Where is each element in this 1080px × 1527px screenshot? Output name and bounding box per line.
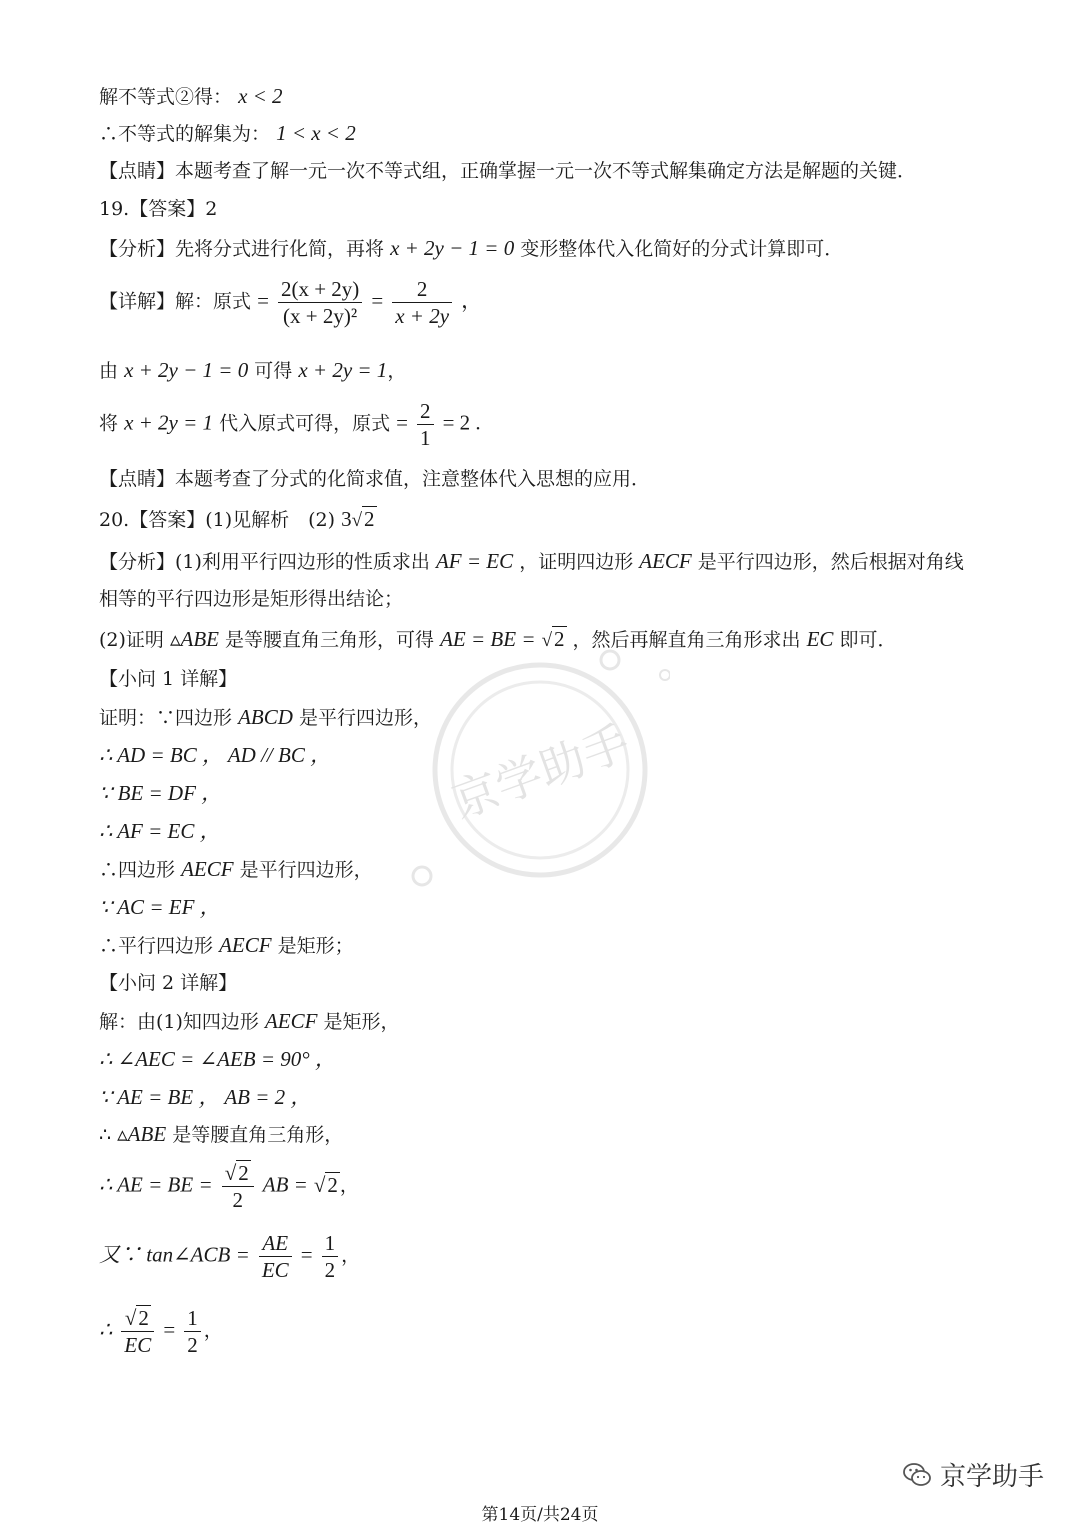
line-21: [99, 931, 354, 960]
line-24: ∴ ∠AEC = ∠AEB = 90° ，: [99, 1047, 336, 1071]
line-1: [99, 82, 283, 111]
denominator: 2: [324, 1258, 336, 1282]
numerator: [121, 1305, 154, 1332]
math: ∴: [99, 1317, 113, 1342]
text: ∴平行四边形: [99, 935, 214, 957]
text: 由: [99, 360, 119, 382]
line-19: [99, 855, 373, 884]
line-18: ∴ AF = EC ，: [99, 819, 221, 843]
page-number: 第14页/共24页: [481, 1505, 599, 1525]
line-3: [99, 157, 916, 185]
comma: ，: [339, 1174, 359, 1197]
text: 解：由(1)知四边形: [99, 1011, 259, 1033]
denominator: x + 2y: [395, 304, 450, 328]
line-25: ∵ AE = BE ， AB = 2 ，: [99, 1085, 312, 1109]
footer-brand: [902, 1456, 1044, 1493]
numerator: 2: [392, 276, 452, 303]
equals-sign: =: [396, 410, 408, 435]
line-17: ∵ BE = DF ，: [99, 781, 223, 805]
numerator: [222, 1160, 254, 1187]
math: x < 2: [238, 84, 283, 108]
comma: ，: [461, 288, 483, 313]
comma: ，: [387, 360, 407, 382]
coefficient: 3: [341, 507, 352, 531]
denominator: 2: [187, 1333, 198, 1357]
text: 19.【答案】2: [99, 198, 218, 220]
numerator: 1: [184, 1305, 201, 1332]
fraction-ae-ec: [259, 1230, 292, 1283]
line-28: [99, 1230, 360, 1283]
text: 是矩形，: [323, 1011, 400, 1033]
text: ，然后再解直角三角形求出: [572, 629, 801, 651]
text: 是等腰直角三角形，可得: [225, 629, 435, 651]
text: 【小问 2 详解】: [99, 972, 238, 994]
math: AECF: [219, 933, 272, 957]
radicand: 2: [554, 627, 565, 651]
numerator: 1: [322, 1230, 339, 1257]
text: 解不等式②得：: [99, 86, 233, 108]
line-23: [99, 1007, 400, 1036]
line-15: [99, 703, 432, 732]
radicand: 2: [238, 1161, 249, 1185]
fraction-half: [184, 1305, 201, 1358]
text: 将: [99, 412, 119, 435]
math: ▵ABE: [117, 1122, 167, 1146]
denominator: EC: [124, 1333, 152, 1357]
numerator: AE: [259, 1230, 292, 1257]
numerator: 2: [417, 398, 434, 425]
text: 代入原式可得，原式: [219, 412, 391, 435]
result: = 2 .: [442, 410, 481, 435]
math: AECF: [264, 1009, 318, 1033]
equals-sign: =: [163, 1317, 176, 1342]
text: 【分析】先将分式进行化简，再将: [99, 238, 385, 260]
analysis-19: [99, 234, 843, 263]
text: ∴四边形: [99, 859, 176, 881]
text: ∴不等式的解集为：: [99, 123, 271, 145]
fraction-sqrt2-over-2: [222, 1160, 254, 1213]
line-8: [99, 398, 481, 451]
comma: ，: [341, 1244, 361, 1267]
equals-sign: =: [257, 288, 269, 313]
watermark-text: 京学助手: [444, 715, 637, 829]
text: 【分析】(1)利用平行四边形的性质求出: [99, 551, 430, 573]
comma: ，: [203, 1319, 223, 1342]
text: 可得: [254, 360, 293, 382]
fraction-1: [278, 276, 362, 329]
text: 【小问 1 详解】: [99, 668, 238, 690]
line-16: ∴ AD = BC ， AD // BC ，: [99, 743, 332, 767]
wechat-icon: [902, 1461, 932, 1489]
denominator: (x + 2y)²: [283, 304, 358, 328]
math: AB =: [262, 1172, 308, 1197]
analysis-20: [99, 547, 964, 576]
text: (2)证明: [99, 629, 164, 651]
text: 20.【答案】(1)见解析 (2): [99, 509, 336, 531]
text: 【点睛】本题考查了解一元一次不等式组，正确掌握一元一次不等式解集确定方法是解题的关键．: [99, 160, 917, 182]
text: 是平行四边形，: [239, 859, 373, 881]
line-29: [99, 1305, 223, 1358]
subquestion-1-header: [99, 665, 237, 693]
math: ▵ABE: [169, 627, 219, 651]
sqrt: √2: [541, 627, 565, 651]
fraction-sqrt2-over-ec: [121, 1305, 154, 1358]
math: EC: [806, 627, 834, 651]
text: 是等腰直角三角形，: [172, 1124, 344, 1146]
fraction-2: [392, 276, 452, 329]
sqrt: √2: [313, 1172, 338, 1197]
radicand: 2: [327, 1172, 338, 1197]
text: 即可．: [839, 629, 897, 651]
sqrt: √2: [351, 507, 375, 531]
text: ∴: [99, 1124, 112, 1146]
math: ∴ AE = BE =: [99, 1172, 213, 1197]
line-20: ∵ AC = EF ，: [99, 895, 221, 919]
text: 【点睛】本题考查了分式的化简求值，注意整体代入思想的应用．: [99, 468, 651, 490]
text: 证明：∵四边形: [99, 707, 233, 729]
line-26: [99, 1120, 343, 1149]
sqrt: √2: [124, 1306, 149, 1330]
watermark-seal: [410, 640, 670, 900]
text: 变形整体代入化简好的分式计算即可．: [520, 238, 844, 260]
math: AECF: [181, 857, 234, 881]
fraction-3: [417, 398, 434, 451]
answer-19: [99, 195, 217, 223]
math: x + 2y = 1: [298, 358, 388, 382]
math: ABCD: [238, 705, 293, 729]
radicand: 2: [364, 507, 375, 531]
numerator: 2(x + 2y): [278, 276, 362, 303]
fraction-half: [322, 1230, 339, 1283]
math: x + 2y − 1 = 0: [390, 236, 515, 260]
text: 相等的平行四边形是矩形得出结论；: [99, 588, 404, 610]
text: 是平行四边形，然后根据对角线: [697, 551, 964, 573]
math: x + 2y − 1 = 0: [124, 358, 249, 382]
equals-sign: =: [300, 1242, 313, 1267]
footer-brand-text: 京学助手: [940, 1462, 1045, 1492]
answer-20: [99, 505, 377, 535]
subquestion-2-header: [99, 969, 237, 997]
math: AF = EC: [435, 549, 514, 573]
line-27: [99, 1160, 359, 1213]
line-7: [99, 356, 406, 385]
math: x + 2y = 1: [124, 410, 214, 435]
denominator: 1: [420, 426, 431, 450]
sqrt: √2: [224, 1161, 249, 1185]
text: 【详解】解：原式: [99, 290, 252, 313]
text: ，证明四边形: [519, 551, 634, 573]
denominator: EC: [261, 1258, 289, 1282]
math: 又∵ tan∠ACB =: [99, 1242, 250, 1267]
denominator: 2: [232, 1188, 243, 1212]
line-9: [99, 465, 650, 493]
line-12: [99, 585, 403, 613]
math: AE = BE =: [440, 627, 536, 651]
math: AECF: [639, 549, 692, 573]
equals-sign: =: [371, 288, 384, 313]
text: 是矩形；: [277, 935, 354, 957]
line-2: [99, 119, 356, 148]
text: 是平行四边形，: [298, 707, 432, 729]
math: 1 < x < 2: [276, 121, 356, 145]
radicand: 2: [138, 1306, 149, 1330]
detail-19: [99, 276, 482, 329]
